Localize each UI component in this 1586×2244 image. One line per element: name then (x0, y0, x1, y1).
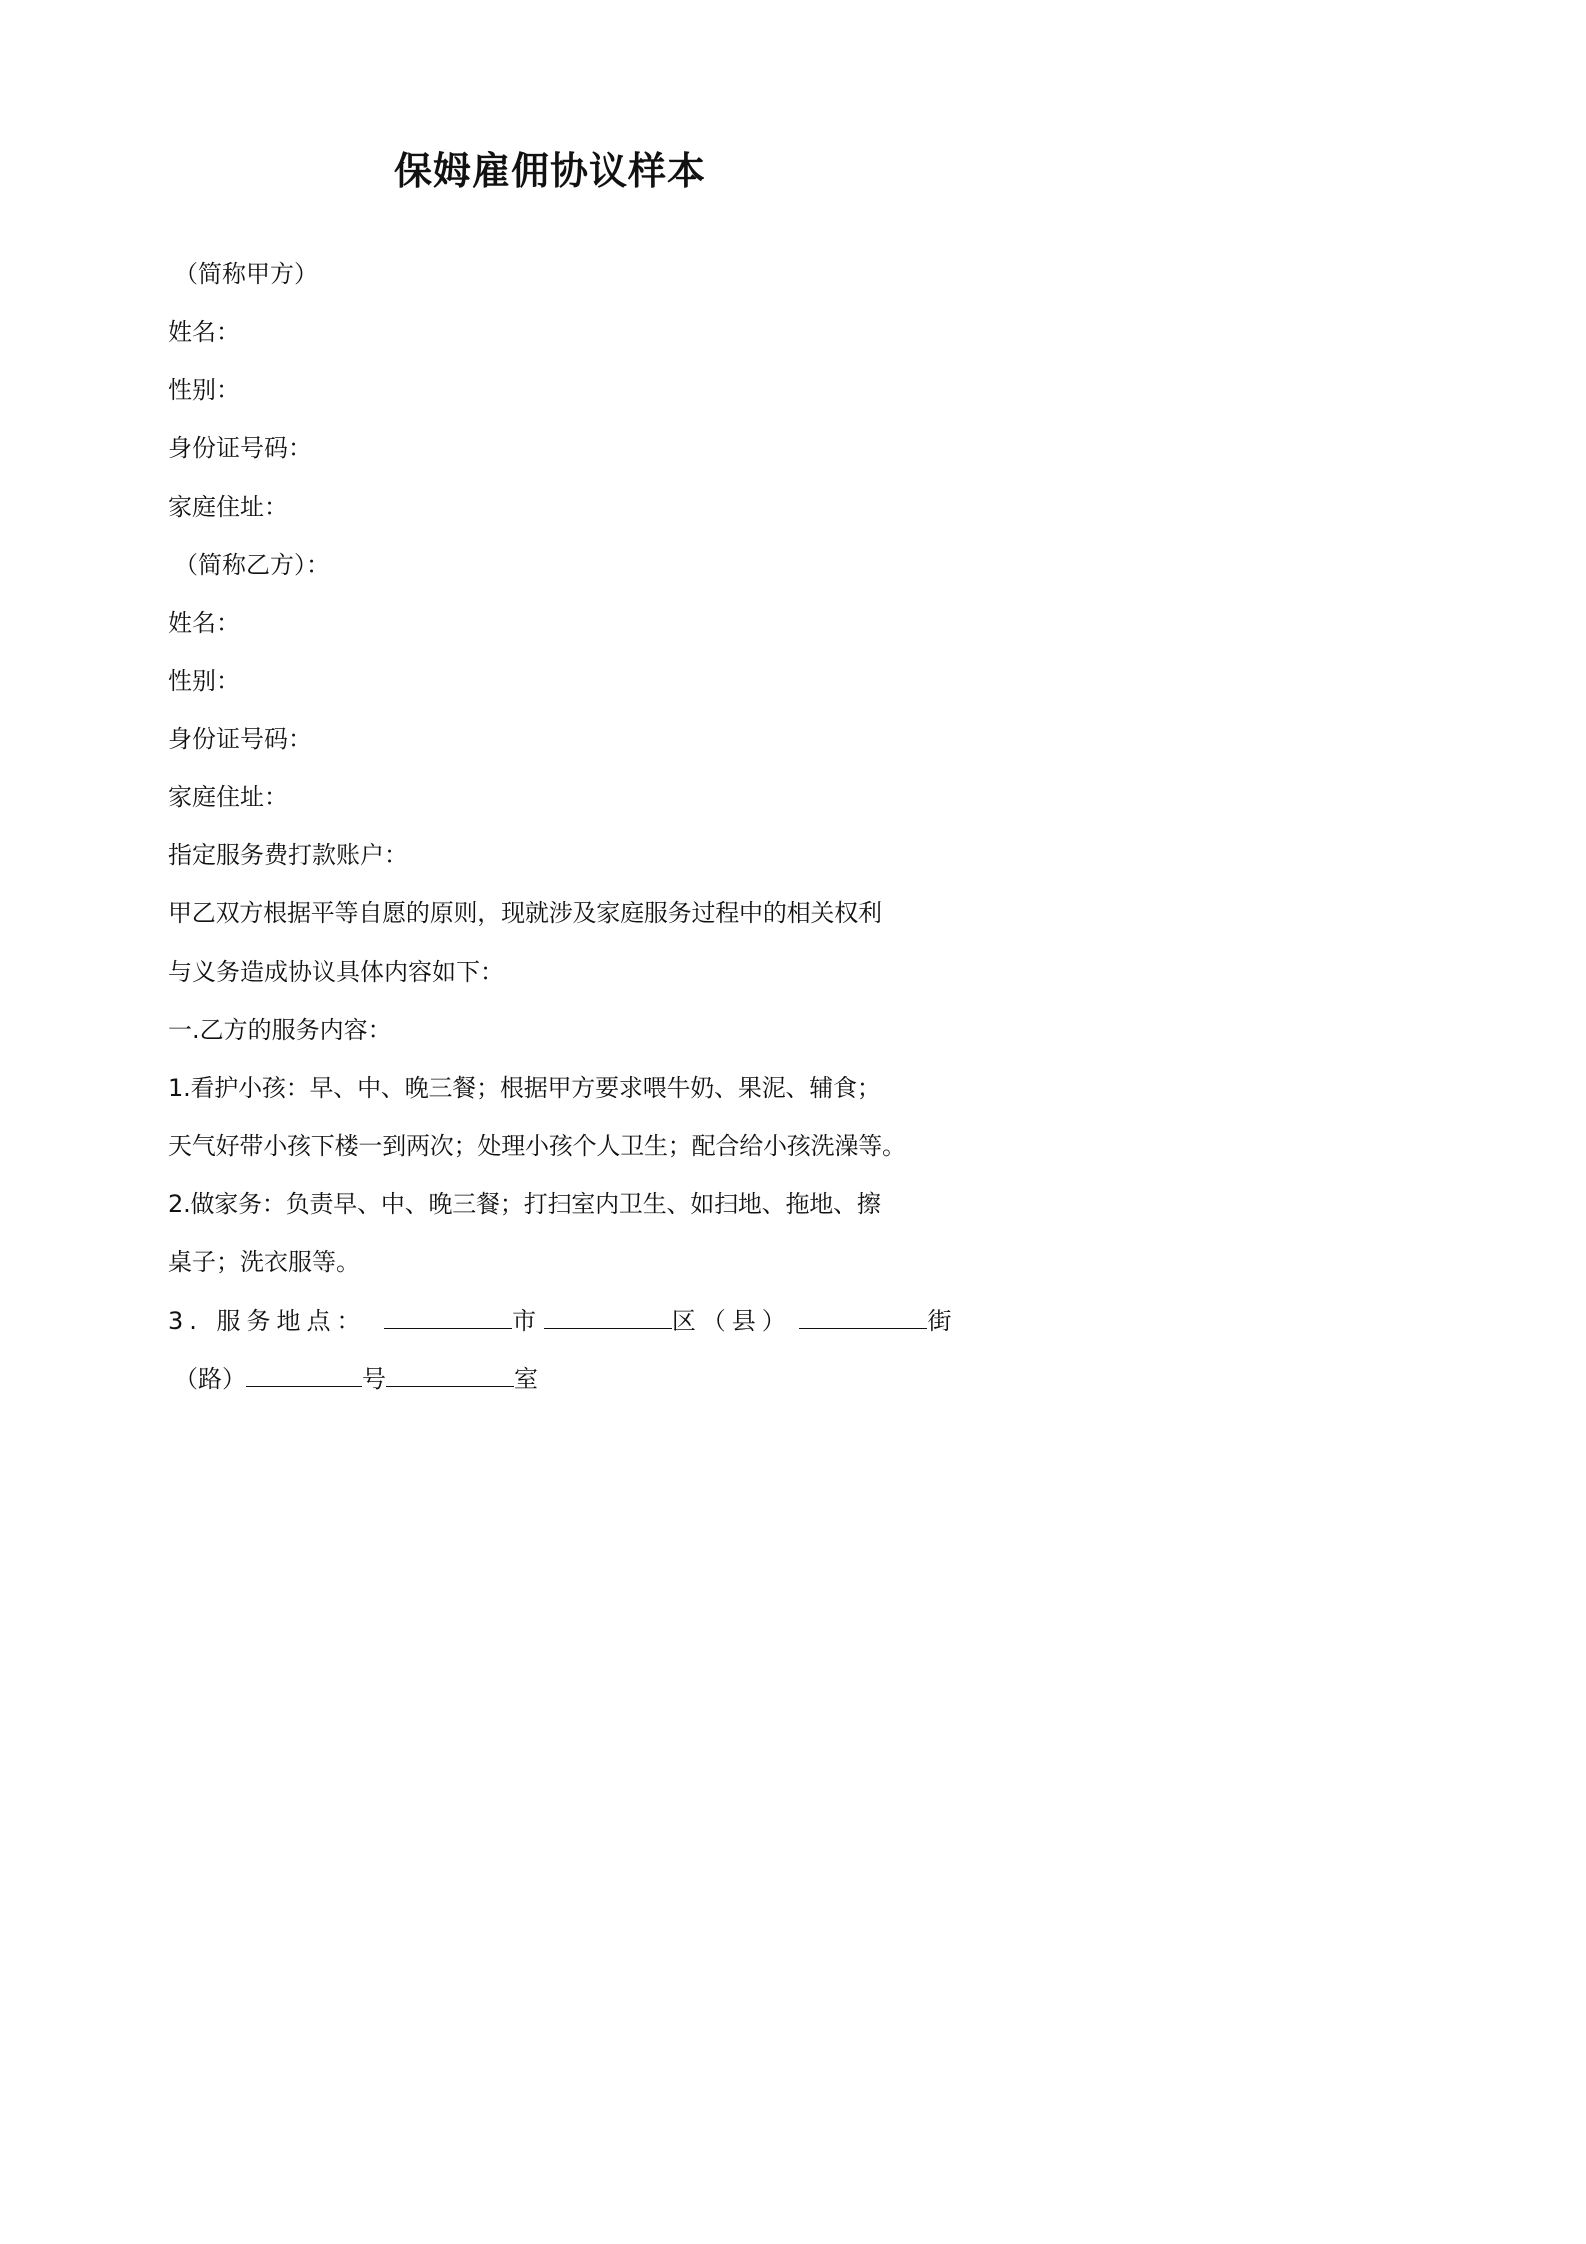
document-page (0, 0, 1100, 1556)
party-a-id-label: 身份证号码： (168, 434, 312, 462)
road-blank (246, 1362, 362, 1387)
service-location-label: 3. 服务地点： (168, 1307, 367, 1335)
item-3-address-line-2 (174, 1361, 538, 1397)
item-1-line-1: 1.看护小孩：早、中、晚三餐；根据甲方要求喂牛奶、果泥、辅食； (168, 1074, 881, 1102)
item-2-line-1: 2.做家务：负责早、中、晚三餐；打扫室内卫生、如扫地、拖地、擦 (168, 1190, 881, 1218)
party-b-id-label: 身份证号码： (168, 725, 312, 753)
party-b-heading: （简称乙方）： (174, 551, 330, 579)
party-a-address-label: 家庭住址： (168, 493, 288, 521)
city-label: 市 (512, 1307, 537, 1335)
number-label: 号 (362, 1365, 386, 1393)
city-blank (384, 1304, 512, 1329)
district-blank (544, 1304, 672, 1329)
party-a-name-label: 姓名： (168, 318, 240, 346)
district-label: 区（县） (671, 1307, 792, 1335)
room-label: 室 (514, 1365, 538, 1393)
item-3-address-line-1 (168, 1303, 952, 1339)
party-b-address-label: 家庭住址： (168, 783, 288, 811)
item-1-line-2: 天气好带小孩下楼一到两次；处理小孩个人卫生；配合给小孩洗澡等。 (168, 1132, 906, 1160)
preamble-line-2: 与义务造成协议具体内容如下： (168, 958, 504, 986)
number-blank (386, 1362, 514, 1387)
party-b-name-label: 姓名： (168, 609, 240, 637)
street-blank (799, 1304, 927, 1329)
payment-account-label: 指定服务费打款账户： (168, 841, 408, 869)
road-label: （路） (174, 1365, 246, 1393)
party-b-gender-label: 性别： (168, 667, 240, 695)
preamble-line-1: 甲乙双方根据平等自愿的原则，现就涉及家庭服务过程中的相关权利 (168, 899, 882, 927)
party-a-gender-label: 性别： (168, 376, 240, 404)
street-label: 街 (927, 1307, 952, 1335)
item-2-line-2: 桌子；洗衣服等。 (168, 1248, 360, 1276)
section-1-heading: 一.乙方的服务内容： (168, 1016, 392, 1044)
document-title: 保姆雇佣协议样本 (393, 149, 706, 193)
party-a-heading: （简称甲方） (174, 260, 318, 288)
